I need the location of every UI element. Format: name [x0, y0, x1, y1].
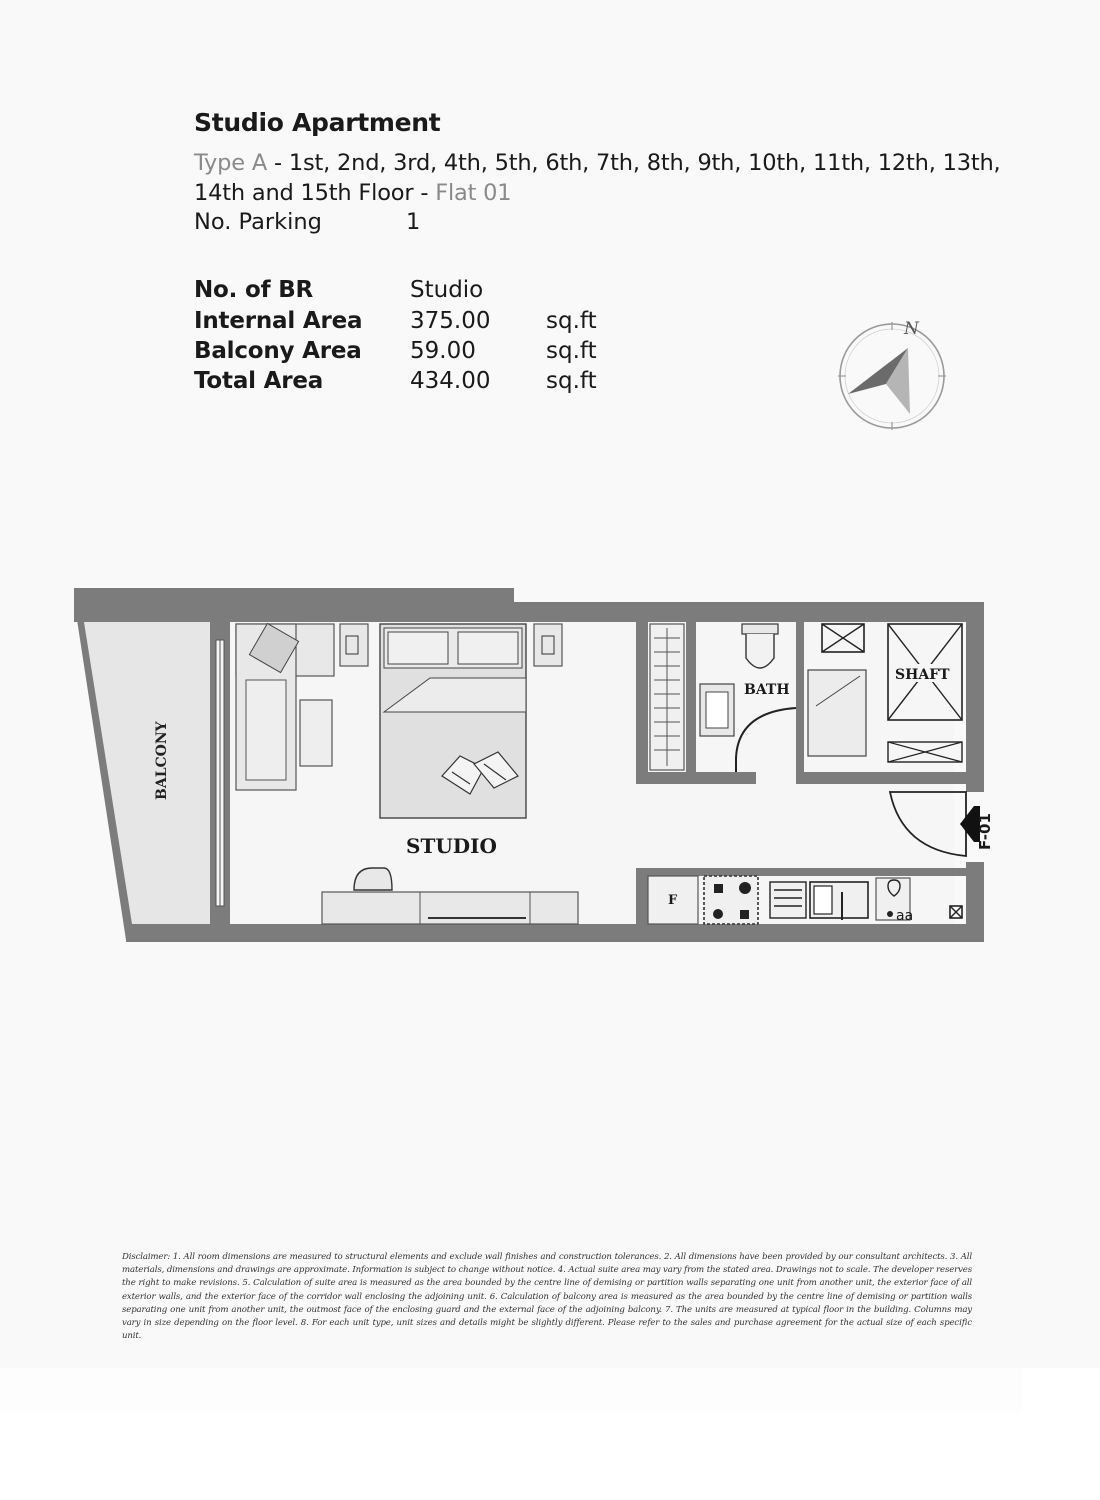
coffee-table [300, 700, 332, 766]
shaft-label: SHAFT [895, 667, 950, 683]
area-label: Total Area [194, 368, 324, 394]
bath-right-wall [796, 622, 804, 782]
tv-console [322, 892, 578, 924]
toilet-icon [746, 634, 774, 668]
kitchen-counter-edge [648, 868, 966, 876]
unit-type-line [194, 148, 1054, 208]
top-wall [74, 588, 984, 622]
shower [808, 670, 866, 756]
bath-left-wall [686, 622, 696, 782]
sofa-cushion [246, 680, 286, 780]
right-wall-upper [966, 602, 984, 792]
page-footer-band [0, 1368, 1022, 1412]
desk-chair [354, 868, 392, 890]
studio-label: STUDIO [406, 834, 497, 858]
cooktop-icon [704, 876, 758, 924]
nightstand-left [340, 624, 368, 666]
kitchen-left-wall [636, 868, 648, 924]
bottom-wall [126, 924, 984, 942]
compass-north-label: N [904, 319, 919, 339]
area-unit: sq.ft [546, 338, 597, 364]
area-value: 375.00 [410, 308, 491, 334]
toilet-tank [742, 624, 778, 634]
balcony-label: BALCONY [154, 721, 170, 800]
area-label: Internal Area [194, 308, 363, 334]
floors-text: - 1st, 2nd, 3rd, 4th, 5th, 6th, 7th, 8th, 9th, 10th, 11th, 12th, 13th, 14th and 15th Floor - [194, 150, 1001, 206]
nightstand-right [534, 624, 562, 666]
area-unit: sq.ft [546, 308, 597, 334]
appliance-code-label: aa [896, 908, 914, 924]
right-wall-lower [966, 862, 984, 942]
disclaimer-text: Disclaimer: 1. All room dimensions are measured to structural elements and exclude wall finishes and construction tolerances. 2. All dimensions have been provided by our consultant architects. 3. All materials, dimensions and drawings are approximate. Information is subject to change without notice. 4. Actual suite area may vary from the stated area. Drawings not to scale. The developer reserves the right to make revisions. 5. Calculation of suite area is measured as the area bounded by the centre line of demising or partition walls separating one unit from another unit, the exterior face of all exterior walls, and the exterior face of the corridor wall enclosing the adjoining unit. 6. Calculation of balcony area is measured as the area bounded by the centre line of demising or partition walls separating one unit from another unit, the outmost face of the enclosing guard and the external face of the adjoining balcony. 7. The units are measured at typical floor in the building. Columns may vary in size depending on the floor level. 8. For each unit type, unit sizes and details might be slightly different. Please refer to the sales and purchase agreement for the actual size of each specific unit. [122, 1252, 972, 1342]
shaft-lower-wall [796, 772, 966, 784]
bath-label: BATH [744, 682, 790, 698]
type-label: Type A [194, 150, 268, 176]
north-compass-icon [834, 318, 950, 434]
fridge-label: F [668, 893, 678, 908]
wardrobe-wall [636, 622, 648, 772]
area-value: 434.00 [410, 368, 491, 394]
flat-label: Flat 01 [435, 180, 512, 206]
area-value: 59.00 [410, 338, 476, 364]
page-title: Studio Apartment [194, 108, 441, 137]
floor-plan [70, 580, 994, 950]
area-label: Balcony Area [194, 338, 362, 364]
area-label: No. of BR [194, 277, 314, 303]
parking-label: No. Parking [194, 209, 322, 235]
parking-value: 1 [406, 209, 421, 235]
entry-label: F-01 [976, 813, 994, 850]
area-unit: sq.ft [546, 368, 597, 394]
drainboard [770, 882, 806, 918]
area-value: Studio [410, 277, 484, 303]
